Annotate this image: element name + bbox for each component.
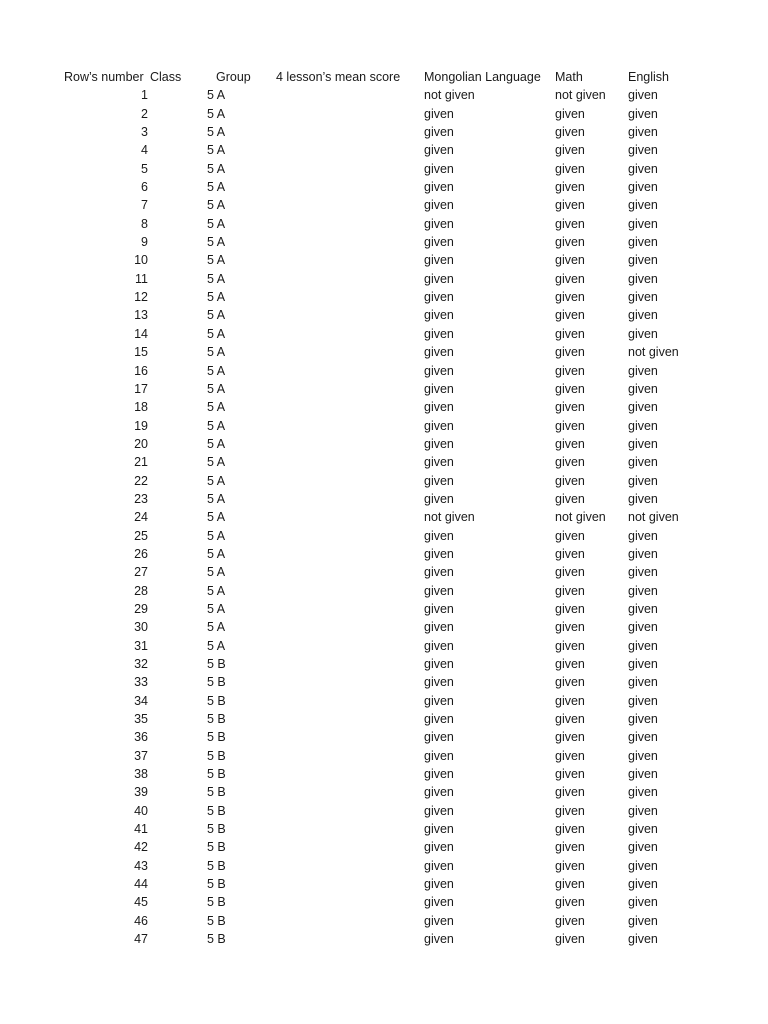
mongolian-language-cell: given [424, 913, 454, 928]
math-cell: given [555, 198, 585, 213]
class-cell: 5 A [207, 638, 226, 653]
header-mean-score: 4 lesson’s mean score [276, 70, 401, 84]
class-cell: 5 A [207, 381, 226, 396]
mongolian-language-cell: given [424, 253, 454, 268]
mongolian-language-cell: given [424, 840, 454, 855]
class-cell: 5 B [207, 822, 226, 837]
english-cell: given [628, 785, 658, 800]
table-row [0, 802, 768, 820]
table-row [0, 728, 768, 746]
mongolian-language-cell: given [424, 418, 454, 433]
mongolian-language-cell: given [424, 693, 454, 708]
mongolian-language-cell: given [424, 473, 454, 488]
english-cell: given [628, 877, 658, 892]
class-cell: 5 B [207, 730, 226, 745]
row-number-cell: 17 [134, 381, 148, 396]
mongolian-language-cell: given [424, 657, 454, 671]
mongolian-language-cell: given [424, 730, 454, 745]
table-row [0, 178, 768, 196]
math-cell: given [555, 161, 585, 176]
english-cell: given [628, 381, 658, 396]
english-cell: given [628, 840, 658, 855]
row-number-cell: 14 [134, 326, 148, 341]
table-body [0, 86, 768, 948]
mongolian-language-cell: given [424, 125, 454, 140]
table-row [0, 123, 768, 141]
mongolian-language-cell: given [424, 785, 454, 800]
table-row [0, 857, 768, 875]
row-number-cell: 45 [134, 895, 148, 910]
class-cell: 5 B [207, 858, 226, 873]
mongolian-language-cell: given [424, 620, 454, 635]
table-row [0, 251, 768, 269]
english-cell: given [628, 125, 658, 140]
class-cell: 5 A [207, 180, 226, 195]
math-cell: given [555, 840, 585, 855]
class-cell: 5 A [207, 546, 226, 561]
mongolian-language-cell: given [424, 638, 454, 653]
row-number-cell: 1 [141, 88, 148, 103]
row-number-cell: 3 [141, 125, 148, 140]
english-cell: given [628, 253, 658, 268]
math-cell: given [555, 216, 585, 231]
math-cell: given [555, 620, 585, 635]
header-english: English [628, 70, 669, 84]
english-cell: given [628, 491, 658, 506]
row-number-cell: 6 [141, 180, 148, 195]
table-row [0, 655, 768, 673]
row-number-cell: 33 [134, 675, 148, 690]
math-cell: given [555, 858, 585, 873]
row-number-cell: 28 [134, 583, 148, 598]
mongolian-language-cell: given [424, 436, 454, 451]
math-cell: given [555, 455, 585, 470]
math-cell: given [555, 913, 585, 928]
class-cell: 5 A [207, 528, 226, 543]
mongolian-language-cell: given [424, 528, 454, 543]
row-number-cell: 20 [134, 436, 148, 451]
mongolian-language-cell: given [424, 858, 454, 873]
row-number-cell: 43 [134, 858, 148, 873]
class-cell: 5 B [207, 712, 226, 727]
row-number-cell: 29 [134, 601, 148, 616]
table-row [0, 783, 768, 801]
class-cell: 5 A [207, 436, 226, 451]
class-cell: 5 B [207, 748, 226, 763]
row-number-cell: 22 [134, 473, 148, 488]
row-number-cell: 11 [135, 271, 148, 286]
english-cell: given [628, 528, 658, 543]
class-cell: 5 A [207, 601, 226, 616]
math-cell: given [555, 877, 585, 892]
class-cell: 5 A [207, 290, 226, 305]
math-cell: given [555, 180, 585, 195]
mongolian-language-cell: given [424, 803, 454, 818]
header-group: Group [216, 70, 251, 84]
row-number-cell: 9 [141, 235, 148, 250]
table-row [0, 270, 768, 288]
english-cell: given [628, 143, 658, 158]
class-cell: 5 A [207, 235, 226, 250]
english-cell: given [628, 693, 658, 708]
header-mongolian-language: Mongolian Language [424, 70, 541, 84]
mongolian-language-cell: given [424, 235, 454, 250]
math-cell: given [555, 381, 585, 396]
row-number-cell: 44 [134, 877, 148, 892]
mongolian-language-cell: given [424, 767, 454, 782]
table-row [0, 912, 768, 930]
class-cell: 5 A [207, 455, 226, 470]
mongolian-language-cell: given [424, 565, 454, 580]
row-number-cell: 23 [134, 491, 148, 506]
english-cell: given [628, 822, 658, 837]
math-cell: given [555, 345, 585, 360]
english-cell: given [628, 106, 658, 121]
math-cell: given [555, 693, 585, 708]
header-row [0, 68, 768, 86]
row-number-cell: 10 [134, 253, 148, 268]
math-cell: given [555, 106, 585, 121]
mongolian-language-cell: given [424, 106, 454, 121]
english-cell: given [628, 546, 658, 561]
row-number-cell: 21 [134, 455, 148, 470]
table-row [0, 508, 768, 526]
class-cell: 5 A [207, 510, 226, 525]
mongolian-language-cell: given [424, 216, 454, 231]
english-cell: given [628, 675, 658, 690]
row-number-cell: 31 [134, 638, 148, 653]
math-cell: given [555, 491, 585, 506]
mongolian-language-cell: given [424, 400, 454, 415]
row-number-cell: 42 [134, 840, 148, 855]
mongolian-language-cell: not given [424, 88, 475, 103]
table-row [0, 343, 768, 361]
english-cell: given [628, 180, 658, 195]
row-number-cell: 4 [141, 143, 148, 158]
table-row [0, 490, 768, 508]
class-cell: 5 A [207, 253, 226, 268]
math-cell: given [555, 290, 585, 305]
math-cell: given [555, 675, 585, 690]
mongolian-language-cell: given [424, 932, 454, 947]
class-cell: 5 A [207, 143, 226, 158]
class-cell: 5 A [207, 125, 226, 140]
mongolian-language-cell: given [424, 326, 454, 341]
math-cell: given [555, 271, 585, 286]
english-cell: given [628, 638, 658, 653]
mongolian-language-cell: given [424, 583, 454, 598]
math-cell: given [555, 895, 585, 910]
table-row [0, 398, 768, 416]
header-row-number: Row’s number [64, 70, 144, 84]
english-cell: given [628, 436, 658, 451]
math-cell: given [555, 125, 585, 140]
english-cell: given [628, 730, 658, 745]
table-row [0, 362, 768, 380]
class-cell: 5 A [207, 88, 226, 103]
math-cell: given [555, 326, 585, 341]
table-row [0, 893, 768, 911]
table-row [0, 582, 768, 600]
english-cell: given [628, 400, 658, 415]
english-cell: given [628, 932, 658, 947]
row-number-cell: 16 [134, 363, 148, 378]
math-cell: given [555, 363, 585, 378]
row-number-cell: 12 [134, 290, 148, 305]
english-cell: given [628, 198, 658, 213]
table-row [0, 306, 768, 324]
table-row [0, 417, 768, 435]
mongolian-language-cell: given [424, 822, 454, 837]
table-row [0, 215, 768, 233]
class-cell: 5 B [207, 657, 226, 671]
table-row [0, 930, 768, 948]
row-number-cell: 30 [134, 620, 148, 635]
math-cell: given [555, 528, 585, 543]
mongolian-language-cell: given [424, 601, 454, 616]
math-cell: given [555, 601, 585, 616]
table-row [0, 820, 768, 838]
mongolian-language-cell: given [424, 345, 454, 360]
math-cell: given [555, 638, 585, 653]
table-row [0, 325, 768, 343]
mongolian-language-cell: given [424, 491, 454, 506]
math-cell: not given [555, 510, 606, 525]
table-row [0, 545, 768, 563]
table-row [0, 710, 768, 728]
class-cell: 5 A [207, 326, 226, 341]
table-row [0, 637, 768, 655]
table-row [0, 527, 768, 545]
english-cell: given [628, 216, 658, 231]
row-number-cell: 25 [134, 528, 148, 543]
row-number-cell: 34 [134, 693, 148, 708]
english-cell: given [628, 803, 658, 818]
english-cell: given [628, 620, 658, 635]
mongolian-language-cell: given [424, 363, 454, 378]
math-cell: given [555, 785, 585, 800]
english-cell: given [628, 748, 658, 763]
row-number-cell: 5 [141, 161, 148, 176]
mongolian-language-cell: given [424, 877, 454, 892]
class-cell: 5 A [207, 400, 226, 415]
english-cell: given [628, 583, 658, 598]
math-cell: given [555, 748, 585, 763]
english-cell: given [628, 235, 658, 250]
class-cell: 5 A [207, 363, 226, 378]
class-cell: 5 A [207, 565, 226, 580]
table-row [0, 105, 768, 123]
class-cell: 5 A [207, 271, 226, 286]
header-class: Class [150, 70, 182, 84]
table-row [0, 160, 768, 178]
mongolian-language-cell: given [424, 675, 454, 690]
english-cell: given [628, 858, 658, 873]
english-cell: given [628, 712, 658, 727]
english-cell: given [628, 767, 658, 782]
class-cell: 5 A [207, 345, 226, 360]
table-row [0, 196, 768, 214]
table-row [0, 233, 768, 251]
table-row [0, 765, 768, 783]
mongolian-language-cell: given [424, 712, 454, 727]
table-row [0, 673, 768, 691]
mongolian-language-cell: given [424, 381, 454, 396]
row-number-cell: 41 [134, 822, 148, 837]
row-number-cell: 47 [134, 932, 148, 947]
english-cell: given [628, 418, 658, 433]
mongolian-language-cell: given [424, 290, 454, 305]
english-cell: given [628, 88, 658, 103]
english-cell: given [628, 913, 658, 928]
english-cell: given [628, 473, 658, 488]
english-cell: given [628, 363, 658, 378]
row-number-cell: 35 [134, 712, 148, 727]
english-cell: given [628, 271, 658, 286]
spreadsheet-table [0, 68, 768, 949]
math-cell: given [555, 767, 585, 782]
class-cell: 5 B [207, 803, 226, 818]
english-cell: not given [628, 510, 679, 525]
table-row [0, 563, 768, 581]
table-row [0, 380, 768, 398]
row-number-cell: 36 [134, 730, 148, 745]
row-number-cell: 37 [134, 748, 148, 763]
math-cell: given [555, 418, 585, 433]
class-cell: 5 B [207, 877, 226, 892]
row-number-cell: 39 [134, 785, 148, 800]
english-cell: given [628, 326, 658, 341]
class-cell: 5 A [207, 106, 226, 121]
table-row [0, 453, 768, 471]
class-cell: 5 B [207, 767, 226, 782]
row-number-cell: 40 [134, 803, 148, 818]
math-cell: not given [555, 88, 606, 103]
class-cell: 5 B [207, 785, 226, 800]
mongolian-language-cell: given [424, 895, 454, 910]
math-cell: given [555, 822, 585, 837]
class-cell: 5 B [207, 675, 226, 690]
class-cell: 5 A [207, 491, 226, 506]
row-number-cell: 18 [134, 400, 148, 415]
english-cell: not given [628, 345, 679, 360]
table-row [0, 141, 768, 159]
class-cell: 5 A [207, 418, 226, 433]
english-cell: given [628, 455, 658, 470]
mongolian-language-cell: given [424, 546, 454, 561]
english-cell: given [628, 895, 658, 910]
english-cell: given [628, 290, 658, 305]
mongolian-language-cell: given [424, 198, 454, 213]
row-number-cell: 19 [134, 418, 148, 433]
math-cell: given [555, 400, 585, 415]
math-cell: given [555, 235, 585, 250]
table-row [0, 600, 768, 618]
class-cell: 5 B [207, 895, 226, 910]
mongolian-language-cell: given [424, 748, 454, 763]
mongolian-language-cell: given [424, 143, 454, 158]
mongolian-language-cell: not given [424, 510, 475, 525]
math-cell: given [555, 932, 585, 947]
class-cell: 5 B [207, 840, 226, 855]
english-cell: given [628, 657, 658, 671]
row-number-cell: 24 [134, 510, 148, 525]
table-row [0, 472, 768, 490]
math-cell: given [555, 308, 585, 323]
mongolian-language-cell: given [424, 180, 454, 195]
class-cell: 5 A [207, 620, 226, 635]
class-cell: 5 A [207, 161, 226, 176]
mongolian-language-cell: given [424, 161, 454, 176]
row-number-cell: 13 [134, 308, 148, 323]
table-row [0, 838, 768, 856]
class-cell: 5 B [207, 932, 226, 947]
class-cell: 5 A [207, 583, 226, 598]
math-cell: given [555, 712, 585, 727]
english-cell: given [628, 308, 658, 323]
english-cell: given [628, 161, 658, 176]
row-number-cell: 8 [141, 216, 148, 231]
header-math: Math [555, 70, 583, 84]
math-cell: given [555, 583, 585, 598]
class-cell: 5 B [207, 913, 226, 928]
row-number-cell: 15 [134, 345, 148, 360]
row-number-cell: 7 [141, 198, 148, 213]
row-number-cell: 27 [134, 565, 148, 580]
mongolian-language-cell: given [424, 271, 454, 286]
table-row [0, 86, 768, 104]
row-number-cell: 38 [134, 767, 148, 782]
math-cell: given [555, 803, 585, 818]
class-cell: 5 A [207, 473, 226, 488]
mongolian-language-cell: given [424, 308, 454, 323]
class-cell: 5 A [207, 308, 226, 323]
class-cell: 5 A [207, 198, 226, 213]
english-cell: given [628, 565, 658, 580]
row-number-cell: 26 [134, 546, 148, 561]
english-cell: given [628, 601, 658, 616]
table-row [0, 747, 768, 765]
row-number-cell: 46 [134, 913, 148, 928]
math-cell: given [555, 546, 585, 561]
class-cell: 5 B [207, 693, 226, 708]
math-cell: given [555, 253, 585, 268]
table-row [0, 435, 768, 453]
table-row [0, 692, 768, 710]
table-row [0, 288, 768, 306]
table-row [0, 875, 768, 893]
mongolian-language-cell: given [424, 455, 454, 470]
table-row [0, 618, 768, 636]
math-cell: given [555, 436, 585, 451]
math-cell: given [555, 565, 585, 580]
math-cell: given [555, 143, 585, 158]
math-cell: given [555, 730, 585, 745]
math-cell: given [555, 657, 585, 671]
class-cell: 5 A [207, 216, 226, 231]
row-number-cell: 32 [134, 657, 148, 671]
row-number-cell: 2 [141, 106, 148, 121]
math-cell: given [555, 473, 585, 488]
